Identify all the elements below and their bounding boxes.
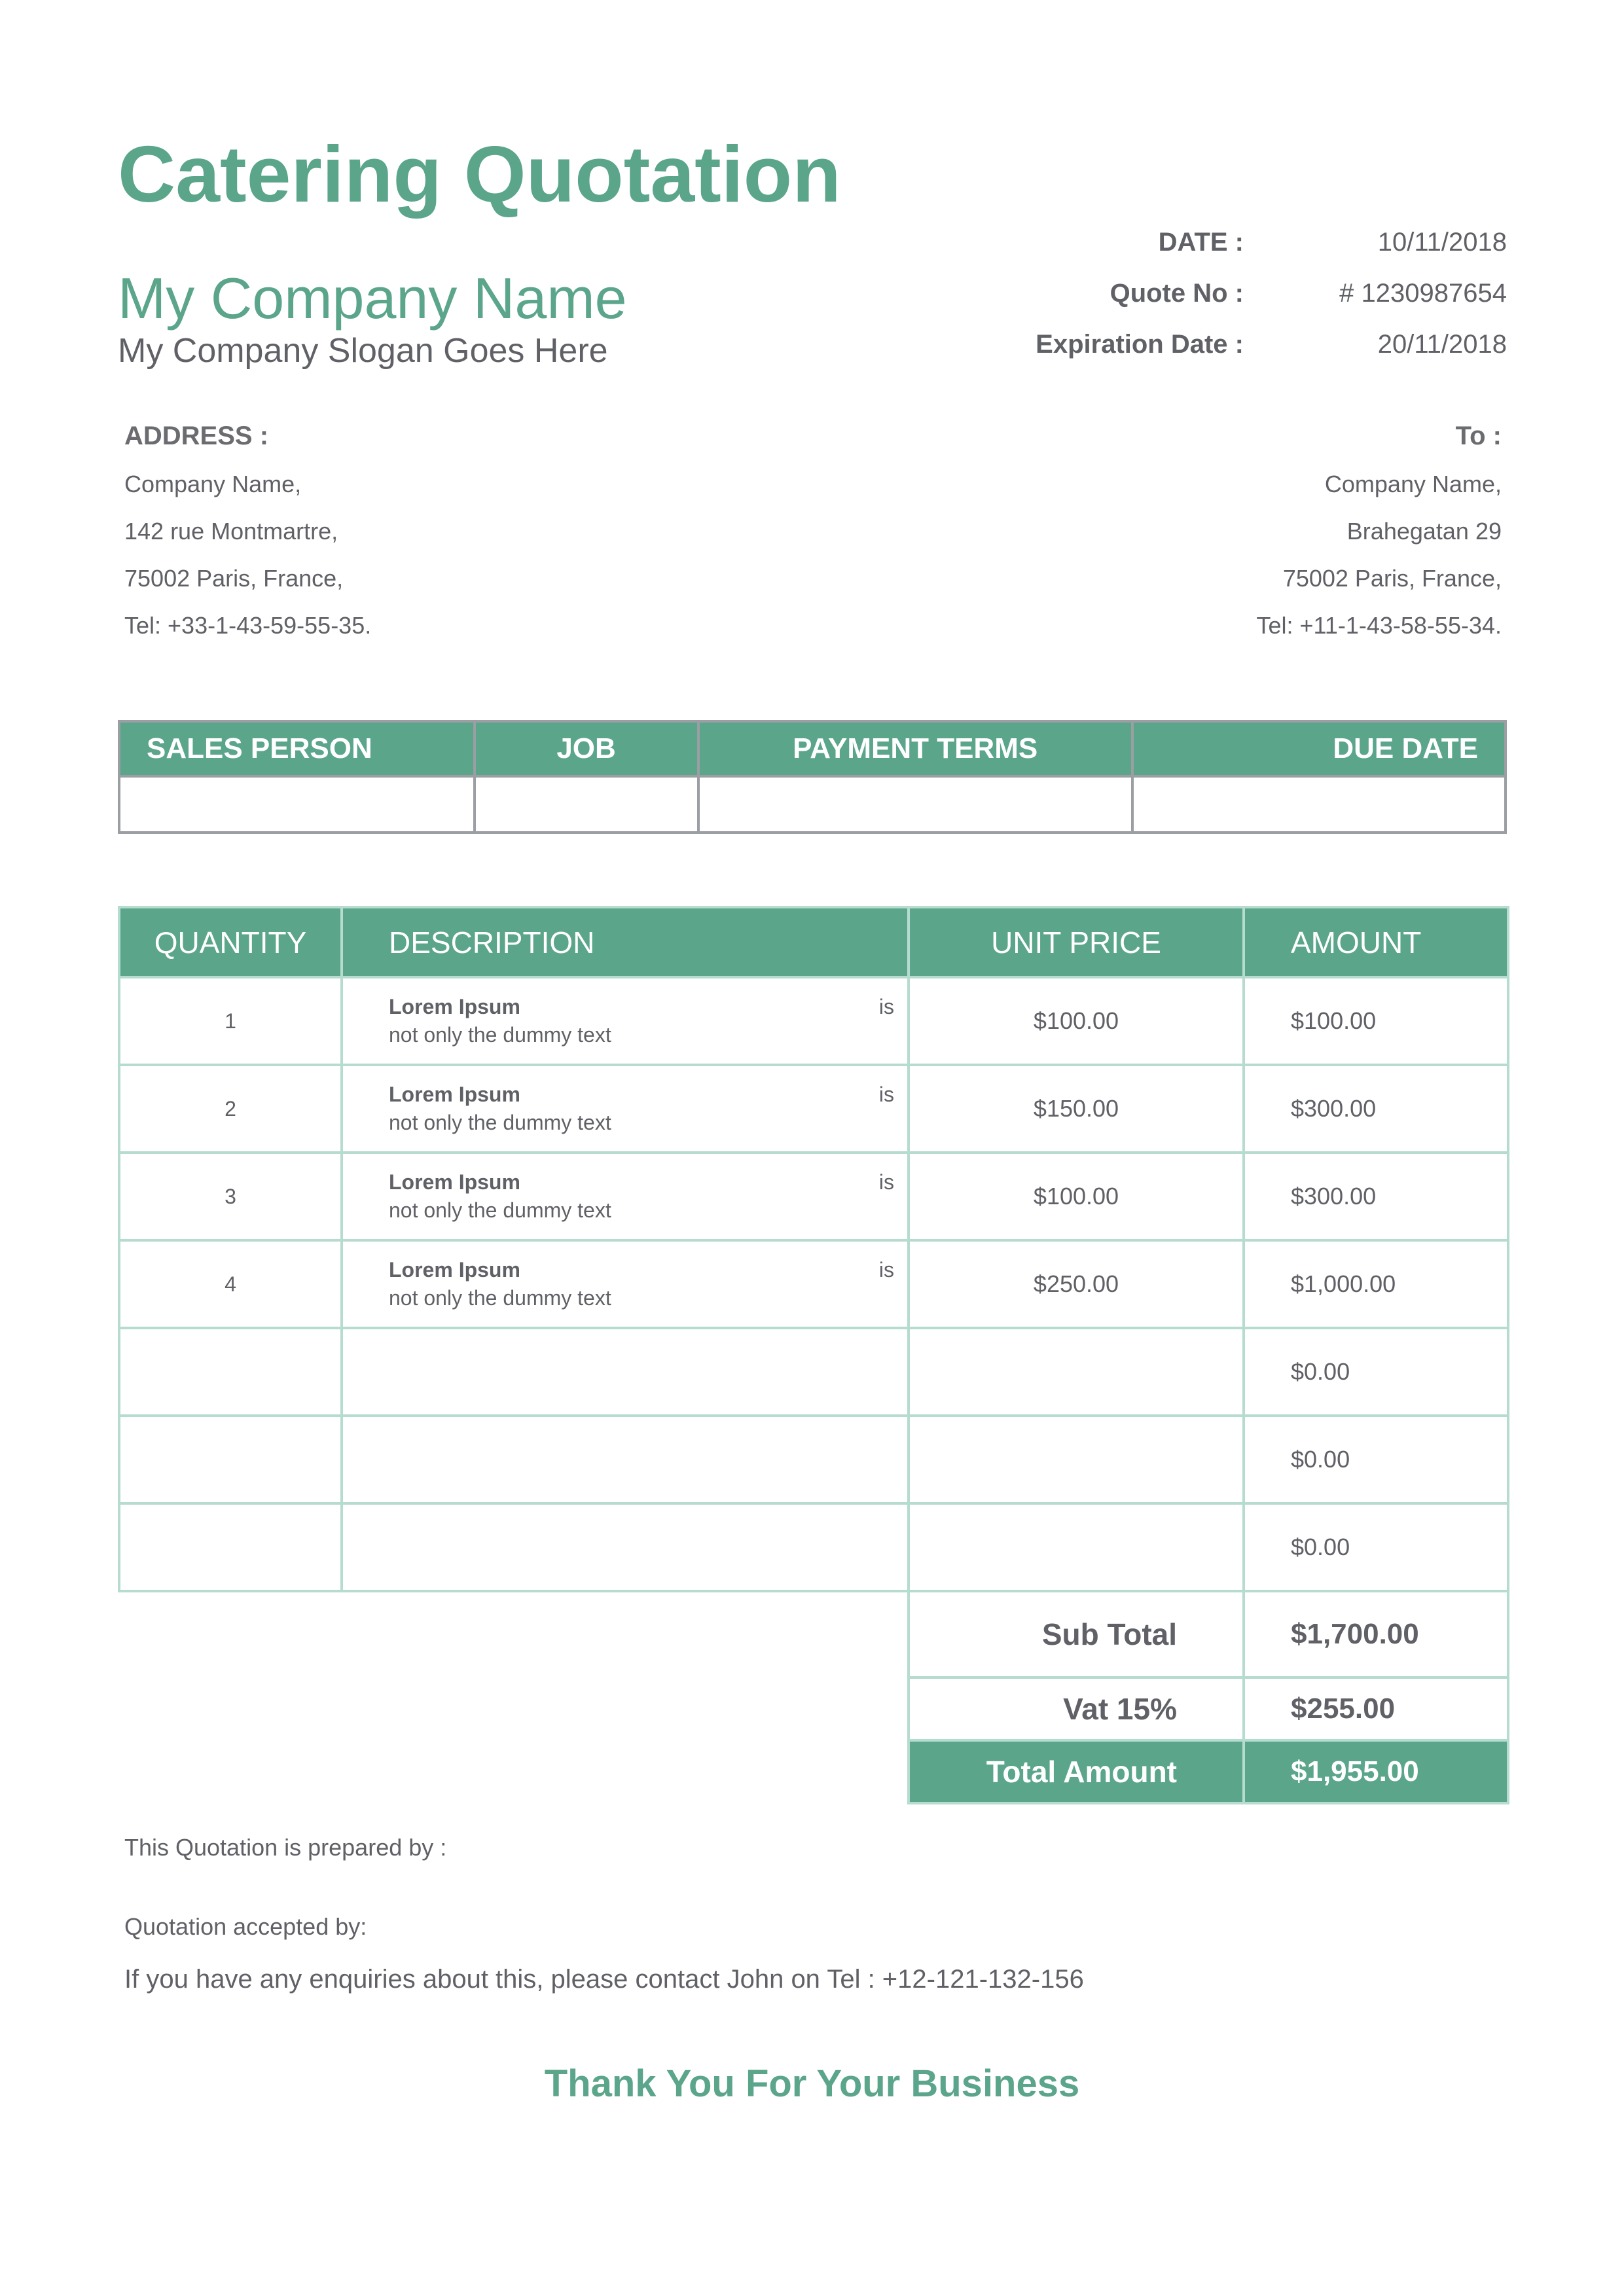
to-address-heading: To :	[1455, 422, 1502, 450]
company-slogan: My Company Slogan Goes Here	[118, 332, 608, 370]
table-row	[119, 1503, 1508, 1591]
description-cell[interactable]	[342, 1065, 909, 1153]
description-cell[interactable]	[342, 1240, 909, 1328]
table-row	[119, 1240, 1508, 1328]
due-date-header: DUE DATE	[1132, 721, 1506, 776]
table-row	[119, 977, 1508, 1065]
vat-value: $255.00	[1244, 1677, 1508, 1740]
line-items-table	[118, 906, 1509, 1804]
description-top-line	[389, 1170, 894, 1194]
job-cell[interactable]	[475, 776, 698, 833]
table-row	[119, 1416, 1508, 1503]
quantity-cell[interactable]	[119, 1328, 342, 1416]
vat-label: Vat 15%	[909, 1677, 1244, 1740]
vat-row	[119, 1677, 1508, 1740]
amount-cell: $0.00	[1244, 1328, 1508, 1416]
unit-price-cell[interactable]	[909, 1503, 1244, 1591]
expiration-date-label: Expiration Date :	[1036, 330, 1244, 359]
description-cell[interactable]	[342, 1328, 909, 1416]
description-cell[interactable]	[342, 1503, 909, 1591]
order-info-table	[118, 720, 1507, 834]
from-address-line: Tel: +33-1-43-59-55-35.	[124, 612, 372, 639]
to-address-line: Tel: +11-1-43-58-55-34.	[1256, 612, 1502, 639]
description-continuation: is	[878, 1258, 894, 1282]
quantity-header: QUANTITY	[119, 907, 342, 977]
description-top-line	[389, 995, 894, 1019]
totals-spacer	[119, 1677, 909, 1740]
accepted-by-text: Quotation accepted by:	[124, 1913, 367, 1940]
items-header-row	[119, 907, 1508, 977]
table-row	[119, 1328, 1508, 1416]
amount-cell: $300.00	[1244, 1065, 1508, 1153]
description-top-line	[389, 1083, 894, 1107]
description-content	[389, 1083, 894, 1135]
unit-price-cell[interactable]	[909, 1416, 1244, 1503]
quantity-cell[interactable]: 1	[119, 977, 342, 1065]
description-content	[389, 995, 894, 1047]
description-title: Lorem Ipsum	[389, 1258, 520, 1282]
job-header: JOB	[475, 721, 698, 776]
totals-spacer	[119, 1591, 909, 1677]
to-address-line: 75002 Paris, France,	[1282, 565, 1502, 592]
quote-number-value: # 1230987654	[1339, 279, 1507, 308]
due-date-cell[interactable]	[1132, 776, 1506, 833]
description-content	[389, 1258, 894, 1310]
description-subtext: not only the dummy text	[389, 1198, 611, 1222]
enquiries-text: If you have any enquiries about this, please contact John on Tel : +12-121-132-156	[124, 1965, 1084, 1994]
quantity-cell[interactable]: 2	[119, 1065, 342, 1153]
date-value: 10/11/2018	[1377, 228, 1507, 257]
description-cell[interactable]	[342, 1153, 909, 1240]
amount-cell: $0.00	[1244, 1503, 1508, 1591]
info-header-row	[119, 721, 1506, 776]
amount-cell: $300.00	[1244, 1153, 1508, 1240]
subtotal-value: $1,700.00	[1244, 1591, 1508, 1677]
to-address-line: Company Name,	[1324, 471, 1502, 497]
sales-person-header: SALES PERSON	[119, 721, 475, 776]
prepared-by-text: This Quotation is prepared by :	[124, 1834, 447, 1861]
amount-cell: $1,000.00	[1244, 1240, 1508, 1328]
to-address-line: Brahegatan 29	[1346, 518, 1502, 545]
quote-number-label: Quote No :	[1110, 279, 1244, 308]
date-label: DATE :	[1158, 228, 1244, 257]
total-amount-label: Total Amount	[909, 1740, 1244, 1803]
amount-header: AMOUNT	[1244, 907, 1508, 977]
from-address-line: 75002 Paris, France,	[124, 565, 344, 592]
total-row	[119, 1740, 1508, 1803]
amount-cell: $100.00	[1244, 977, 1508, 1065]
description-title: Lorem Ipsum	[389, 995, 520, 1018]
description-content	[389, 1170, 894, 1223]
expiration-date-value: 20/11/2018	[1377, 330, 1507, 359]
description-title: Lorem Ipsum	[389, 1170, 520, 1194]
quantity-cell[interactable]	[119, 1503, 342, 1591]
subtotal-label: Sub Total	[909, 1591, 1244, 1677]
amount-cell: $0.00	[1244, 1416, 1508, 1503]
from-address-heading: ADDRESS :	[124, 422, 269, 450]
total-amount-value: $1,955.00	[1244, 1740, 1508, 1803]
quantity-cell[interactable]	[119, 1416, 342, 1503]
unit-price-cell[interactable]: $100.00	[909, 977, 1244, 1065]
document-title: Catering Quotation	[118, 130, 841, 219]
unit-price-header: UNIT PRICE	[909, 907, 1244, 977]
description-continuation: is	[878, 1083, 894, 1106]
company-name: My Company Name	[118, 266, 627, 331]
unit-price-cell[interactable]: $100.00	[909, 1153, 1244, 1240]
from-address-line: 142 rue Montmartre,	[124, 518, 338, 545]
description-continuation: is	[878, 995, 894, 1018]
table-row	[119, 1153, 1508, 1240]
info-value-row	[119, 776, 1506, 833]
unit-price-cell[interactable]	[909, 1328, 1244, 1416]
description-title: Lorem Ipsum	[389, 1083, 520, 1106]
description-header: DESCRIPTION	[342, 907, 909, 977]
quantity-cell[interactable]: 3	[119, 1153, 342, 1240]
description-subtext: not only the dummy text	[389, 1111, 611, 1134]
description-cell[interactable]	[342, 977, 909, 1065]
totals-spacer	[119, 1740, 909, 1803]
description-subtext: not only the dummy text	[389, 1023, 611, 1047]
description-cell[interactable]	[342, 1416, 909, 1503]
quantity-cell[interactable]: 4	[119, 1240, 342, 1328]
payment-terms-cell[interactable]	[698, 776, 1132, 833]
description-top-line	[389, 1258, 894, 1282]
from-address-line: Company Name,	[124, 471, 302, 497]
unit-price-cell[interactable]: $150.00	[909, 1065, 1244, 1153]
thank-you-message: Thank You For Your Business	[544, 2062, 1080, 2105]
description-continuation: is	[878, 1170, 894, 1194]
sales-person-cell[interactable]	[119, 776, 475, 833]
unit-price-cell[interactable]: $250.00	[909, 1240, 1244, 1328]
table-row	[119, 1065, 1508, 1153]
payment-terms-header: PAYMENT TERMS	[698, 721, 1132, 776]
description-subtext: not only the dummy text	[389, 1286, 611, 1310]
subtotal-row	[119, 1591, 1508, 1677]
